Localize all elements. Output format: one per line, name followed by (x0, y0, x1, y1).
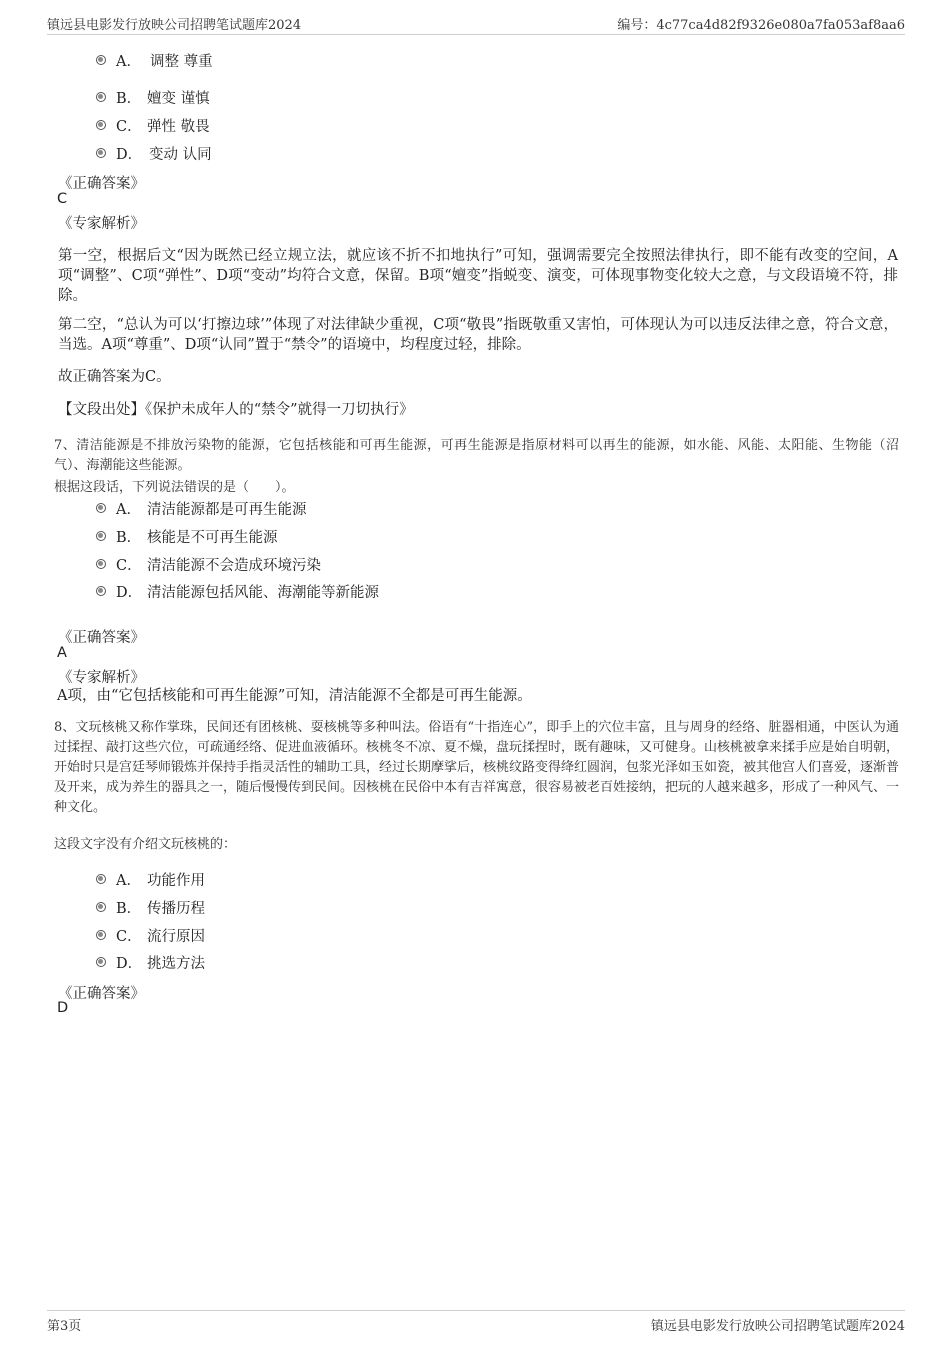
option-text: 传播历程 (147, 901, 205, 917)
radio-icon[interactable] (96, 92, 106, 102)
q6-analysis-label: 《专家解析》 (58, 216, 145, 232)
q6-answer-label: 《正确答案》 (58, 176, 145, 192)
option-text: 嬗变 谨慎 (147, 91, 210, 107)
q8-answer-label: 《正确答案》 (58, 986, 145, 1002)
radio-icon[interactable] (96, 930, 106, 940)
option-text: 清洁能源不会造成环境污染 (147, 558, 321, 574)
q6-source: 【文段出处】《保护未成年人的“禁令”就得一刀切执行》 (58, 402, 414, 418)
option-letter: D． (116, 956, 143, 972)
page-header (47, 14, 905, 35)
q7-analysis-label: 《专家解析》 (58, 670, 145, 686)
q6-analysis-paragraph-2: 第二空，“总认为可以‘打擦边球’”体现了对法律缺少重视，C项“敬畏”指既敬重又害怕，可体现认为可以违反法律之意，符合文意，当选。A项“尊重”、D项“认同”置于“禁令”的语境中，均程度过轻，排除。 (58, 317, 898, 353)
q6-analysis-conclusion: 故正确答案为C。 (58, 369, 171, 385)
q7-question: 根据这段话，下列说法错误的是（ ）。 (54, 480, 295, 495)
radio-icon[interactable] (96, 55, 106, 65)
q7-analysis: A项，由“它包括核能和可再生能源”可知，清洁能源不全都是可再生能源。 (57, 688, 532, 704)
q6-answer: C (57, 191, 68, 207)
option-letter: B． (116, 91, 142, 107)
option-letter: D． (116, 585, 143, 601)
radio-icon[interactable] (96, 902, 106, 912)
footer-title: 镇远县电影发行放映公司招聘笔试题库2024 (650, 1319, 905, 1334)
header-title: 镇远县电影发行放映公司招聘笔试题库2024 (47, 18, 302, 33)
radio-icon[interactable] (96, 503, 106, 513)
radio-icon[interactable] (96, 120, 106, 130)
radio-icon[interactable] (96, 559, 106, 569)
q6-analysis-paragraph-1: 第一空，根据后文“因为既然已经立规立法，就应该不折不扣地执行”可知，强调需要完全按照法律执行，即不能有改变的空间，A项“调整”、C项“弹性”、D项“变动”均符合文意，保留。B项“嬗变”指蜕变、演变，可体现事物变化较大之意，与文段语境不符，排除。 (58, 248, 898, 304)
option-letter: C． (116, 119, 142, 135)
q7-stem: 7、清洁能源是不排放污染物的能源，它包括核能和可再生能源，可再生能源是指原材料可以再生的能源，如水能、风能、太阳能、生物能（沼气）、海潮能这些能源。 (54, 438, 899, 473)
radio-icon[interactable] (96, 148, 106, 158)
option-letter: D． (116, 147, 143, 163)
option-letter: C． (116, 929, 142, 945)
option-text: 调整 尊重 (150, 54, 213, 70)
option-text: 流行原因 (147, 929, 205, 945)
radio-icon[interactable] (96, 874, 106, 884)
option-text: 挑选方法 (147, 956, 205, 972)
option-letter: B． (116, 530, 142, 546)
option-text: 变动 认同 (149, 147, 212, 163)
header-serial-number: 编号：4c77ca4d82f9326e080a7fa053af8aa6 (617, 18, 905, 33)
page-footer (47, 1310, 905, 1333)
q8-stem: 8、文玩核桃又称作掌珠，民间还有团核桃、耍核桃等多种叫法。俗语有“十指连心”，即手上的穴位丰富，且与周身的经络、脏器相通，中医认为通过揉捏、敲打这些穴位，可疏通经络、促进血液循环。核桃冬不凉、夏不燥，盘玩揉捏时，既有趣味，又可健身。山核桃被拿来揉手应是始自明朝，开始时只是宫廷琴师锻炼并保持手指灵活性的辅助工具，经过长期摩挲后，核桃纹路变得绛红圆润，包浆光泽如玉如瓷，被其他宫人们喜爱，逐渐普及开来，成为养生的器具之一，随后慢慢传到民间。因核桃在民俗中本有吉祥寓意，很容易被老百姓接纳，把玩的人越来越多，形成了一种风气、一种文化。 (54, 720, 900, 815)
radio-icon[interactable] (96, 531, 106, 541)
radio-icon[interactable] (96, 586, 106, 596)
radio-icon[interactable] (96, 957, 106, 967)
option-text: 功能作用 (147, 873, 205, 889)
option-letter: A． (116, 873, 141, 889)
option-text: 弹性 敬畏 (147, 119, 210, 135)
option-text: 清洁能源包括风能、海潮能等新能源 (147, 585, 379, 601)
q8-question: 这段文字没有介绍文玩核桃的： (54, 837, 237, 852)
option-letter: A． (116, 502, 141, 518)
option-text: 核能是不可再生能源 (147, 530, 278, 546)
q7-answer: A (57, 645, 67, 661)
q7-answer-label: 《正确答案》 (58, 630, 145, 646)
page-number: 第3页 (47, 1319, 82, 1334)
option-letter: C． (116, 558, 142, 574)
option-letter: A． (116, 54, 141, 70)
option-text: 清洁能源都是可再生能源 (147, 502, 307, 518)
option-letter: B． (116, 901, 142, 917)
q8-answer: D (57, 1000, 69, 1016)
